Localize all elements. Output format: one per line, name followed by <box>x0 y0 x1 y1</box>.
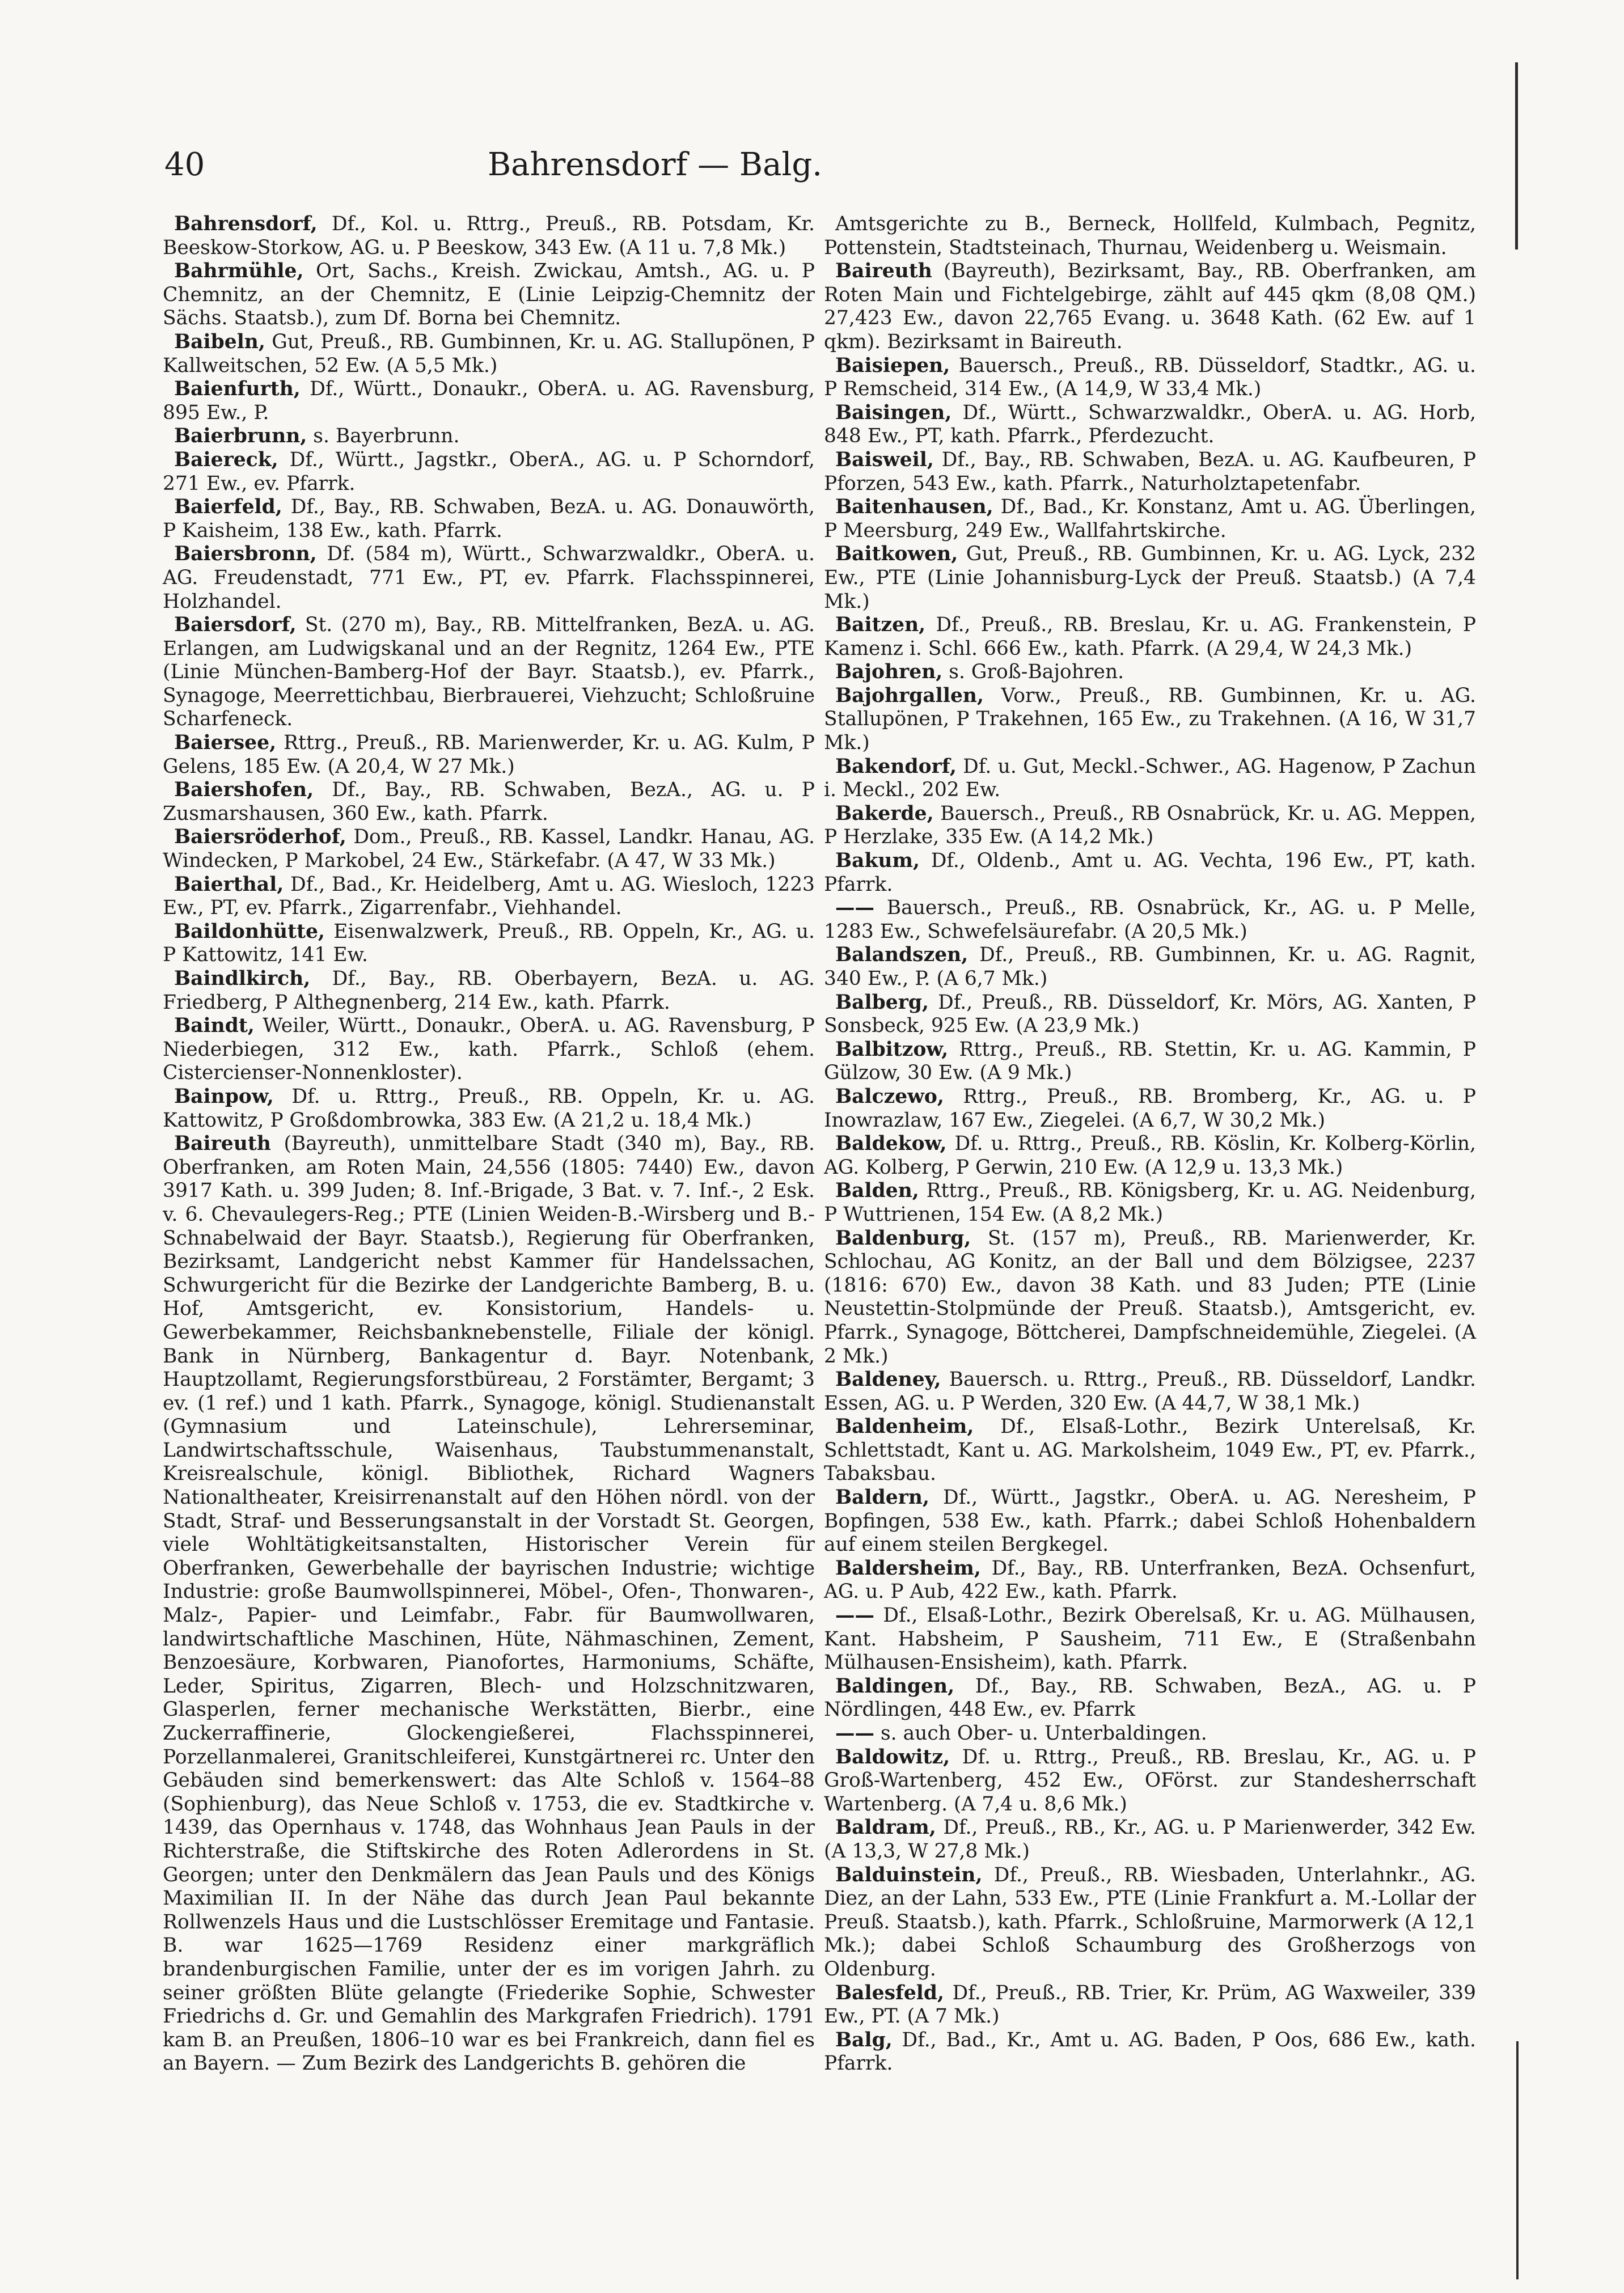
entry-text: Df., Bay., RB. Unterfranken, BezA. Ochsenfurt, AG. u. P Aub, 422 Ew., kath. Pfarrk. <box>824 1556 1476 1604</box>
dictionary-entry <box>824 1982 1476 2029</box>
entry-headword: Baisingen, <box>835 401 952 424</box>
scan-edge-mark-bottom <box>1516 2041 1519 2279</box>
entry-headword: —— <box>835 896 874 920</box>
entry-text: Df., Bay., RB. Schwaben, BezA., AG. u. P Zusmarshausen, 360 Ew., kath. Pfarrk. <box>163 779 815 825</box>
dictionary-entry <box>824 543 1476 614</box>
entry-headword: Bajohrgallen, <box>835 684 984 707</box>
dictionary-entry <box>824 944 1476 991</box>
entry-headword: Bahrensdorf, <box>174 213 318 235</box>
dictionary-entry <box>163 920 815 967</box>
entry-text: (Bayreuth), Bezirksamt, Bay., RB. Oberfranken, am Roten Main und Fichtelgebirge, zählt auf 445 qkm (8,08 QM.) 27,423 Ew., davon 22,765 Evang. u. 3648 Kath. (62 Ew. auf 1 qkm). Bezirksamt in Baireuth. <box>824 260 1476 353</box>
dictionary-entry <box>824 1132 1476 1179</box>
entry-text: Df., Preuß., RB., Kr., AG. u. P Marienwerder, 342 Ew. (A 13,3, W 27,8 Mk.) <box>824 1816 1476 1863</box>
entry-text: Df., Preuß., RB. Trier, Kr. Prüm, AG Waxweiler, 339 Ew., PT. (A 7 Mk.) <box>824 1981 1476 2028</box>
dictionary-entry <box>824 2029 1476 2076</box>
dictionary-entry <box>824 449 1476 496</box>
entry-headword: Baibeln, <box>174 330 265 353</box>
entry-text: s. Groß-Bajohren. <box>942 661 1124 684</box>
dictionary-entry <box>163 779 815 826</box>
entry-headword: Baienfurth, <box>174 378 301 401</box>
entry-text: Rttrg., Preuß., RB. Königsberg, Kr. u. AG. Neidenburg, P Wuttrienen, 154 Ew. (A 8,2 Mk.) <box>824 1179 1476 1226</box>
entry-text: Vorw., Preuß., RB. Gumbinnen, Kr. u. AG. Stallupönen, P Trakehnen, 165 Ew., zu Trakehnen. (A 16, W 31,7 Mk.) <box>824 684 1476 755</box>
entry-headword: Baiershofen, <box>174 779 314 802</box>
entry-headword: Balduinstein, <box>835 1863 983 1886</box>
dictionary-entry <box>824 896 1476 944</box>
entry-headword: Bajohren, <box>835 661 943 684</box>
entry-headword: Balesfeld, <box>835 1981 945 2004</box>
dictionary-entry <box>824 1675 1476 1722</box>
entry-text: Df., Württ., Jagstkr., OberA., AG. u. P Schorndorf, 271 Ew., ev. Pfarrk. <box>163 448 815 495</box>
dictionary-entry <box>163 614 815 731</box>
entry-headword: Baindt, <box>174 1014 255 1038</box>
entry-headword: Baldingen, <box>835 1674 955 1698</box>
entry-text: Eisenwalzwerk, Preuß., RB. Oppeln, Kr., AG. u. P Kattowitz, 141 Ew. <box>163 920 815 967</box>
entry-headword: Bahrmühle, <box>174 260 304 283</box>
entry-text: St. (270 m), Bay., RB. Mittelfranken, BezA. u. AG. Erlangen, am Ludwigskanal und an der Regnitz, 1264 Ew., PTE (Linie München-Bamberg-Hof der Bayr. Staatsb.), ev. Pfarrk., Synagoge, Meerrettichbau, Bierbrauerei, Viehzucht; Schloßruine Scharfeneck. <box>163 614 815 731</box>
entry-headword: Baisiepen, <box>835 354 950 377</box>
right-column <box>824 213 1476 2076</box>
entry-text: Df. u. Rttrg., Preuß., RB. Köslin, Kr. Kolberg-Körlin, AG. Kolberg, P Gerwin, 210 Ew. (A 12,9 u. 13,3 Mk.) <box>824 1132 1476 1179</box>
entry-headword: Bainpow, <box>174 1085 274 1108</box>
dictionary-entry <box>163 496 815 543</box>
dictionary-entry <box>163 543 815 614</box>
entry-headword: Baitenhausen, <box>835 496 993 519</box>
entry-text: Df., Bad., Kr., Amt u. AG. Baden, P Oos, 686 Ew., kath. Pfarrk. <box>824 2028 1476 2075</box>
entry-text: Df., Elsaß-Lothr., Bezirk Unterelsaß, Kr. Schlettstadt, Kant u. AG. Markolsheim, 1049 Ew., PT, ev. Pfarrk., Tabaksbau. <box>824 1415 1476 1486</box>
dictionary-entry <box>163 449 815 496</box>
entry-text: Df., Oldenb., Amt u. AG. Vechta, 196 Ew., PT, kath. Pfarrk. <box>824 849 1476 896</box>
entry-text: Rttrg., Preuß., RB. Stettin, Kr. u. AG. Kammin, P Gülzow, 30 Ew. (A 9 Mk.) <box>824 1038 1476 1085</box>
entry-text: Df., Preuß., RB. Wiesbaden, Unterlahnkr., AG. Diez, an der Lahn, 533 Ew., PTE (Linie Frankfurt a. M.-Lollar der Preuß. Staatsb.), kath. Pfarrk., Schloßruine, Marmorwerk (A 12,1 Mk.); dabei Schloß Schaumburg des Großherzogs von Oldenburg. <box>824 1863 1476 1981</box>
dictionary-entry <box>824 1227 1476 1369</box>
entry-text: Weiler, Württ., Donaukr., OberA. u. AG. Ravensburg, P Niederbiegen, 312 Ew., kath. Pfarrk., Schloß (ehem. Cistercienser-Nonnenkloster). <box>163 1014 815 1085</box>
entry-headword: Baldeney, <box>835 1368 941 1391</box>
page-number: 40 <box>164 146 205 183</box>
dictionary-entry <box>163 731 815 779</box>
entry-text: Df., Bad., Kr. Konstanz, Amt u. AG. Überlingen, P Meersburg, 249 Ew., Wallfahrtskirche. <box>824 496 1476 542</box>
entry-text: Df., Preuß., RB. Breslau, Kr. u. AG. Frankenstein, P Kamenz i. Schl. 666 Ew., kath. Pfarrk. (A 29,4, W 24,3 Mk.) <box>824 614 1476 660</box>
entry-headword: Baldram, <box>835 1816 936 1839</box>
entry-text: Gut, Preuß., RB. Gumbinnen, Kr. u. AG. Lyck, 232 Ew., PTE (Linie Johannisburg-Lyck der Preuß. Staatsb.) (A 7,4 Mk.) <box>824 543 1476 613</box>
entry-headword: —— <box>835 1604 874 1627</box>
entry-headword: Baiereck, <box>174 448 278 471</box>
dictionary-entry <box>824 991 1476 1038</box>
dictionary-entry <box>824 849 1476 896</box>
dictionary-entry <box>824 802 1476 849</box>
entry-text: Df., Bay., RB. Schwaben, BezA. u. AG. Kaufbeuren, P Pforzen, 543 Ew., kath. Pfarrk., Naturholztapetenfabr. <box>824 448 1476 495</box>
entry-headword: Balczewo, <box>835 1085 944 1108</box>
scan-edge-mark-top <box>1515 62 1518 249</box>
entry-text: Df., Bay., RB. Schwaben, BezA. u. AG. Donauwörth, P Kaisheim, 138 Ew., kath. Pfarrk. <box>163 496 815 542</box>
entry-headword: Balg, <box>835 2028 893 2051</box>
entry-headword: Baierthal, <box>174 873 284 896</box>
dictionary-entry <box>824 260 1476 354</box>
entry-text: Df., Bay., RB. Schwaben, BezA., AG. u. P Nördlingen, 448 Ew., ev. Pfarrk <box>824 1674 1476 1721</box>
entry-headword: Baierfeld, <box>174 496 282 519</box>
running-title: Bahrensdorf — Balg. <box>487 146 823 183</box>
entry-headword: Baldern, <box>835 1486 929 1509</box>
dictionary-entry <box>824 1038 1476 1085</box>
dictionary-entry <box>824 1604 1476 1675</box>
entry-text: Bauersch. u. Rttrg., Preuß., RB. Düsseldorf, Landkr. Essen, AG. u. P Werden, 320 Ew. (A 44,7, W 38,1 Mk.) <box>824 1368 1476 1415</box>
entry-text: Df., Württ., Jagstkr., OberA. u. AG. Neresheim, P Bopfingen, 538 Ew., kath. Pfarrk.; dabei Schloß Hohenbaldern auf einem steilen Bergkegel. <box>824 1486 1476 1556</box>
dictionary-entry <box>824 614 1476 661</box>
dictionary-entry <box>824 1864 1476 1982</box>
dictionary-entry <box>824 213 1476 260</box>
dictionary-entry <box>824 401 1476 449</box>
entry-headword: Baierbrunn, <box>174 425 307 448</box>
entry-text: Bauersch., Preuß., RB Osnabrück, Kr. u. AG. Meppen, P Herzlake, 335 Ew. (A 14,2 Mk.) <box>824 802 1476 849</box>
entry-text: Dom., Preuß., RB. Kassel, Landkr. Hanau, AG. Windecken, P Markobel, 24 Ew., Stärkefabr. (A 47, W 33 Mk.) <box>163 826 815 873</box>
entry-text: Gut, Preuß., RB. Gumbinnen, Kr. u. AG. Stallupönen, P Kallweitschen, 52 Ew. (A 5,5 Mk.) <box>163 330 815 377</box>
entry-headword: Bakerde, <box>835 802 934 825</box>
entry-text: Df., Württ., Donaukr., OberA. u. AG. Ravensburg, 895 Ew., P. <box>163 378 815 424</box>
entry-text: Rttrg., Preuß., RB. Bromberg, Kr., AG. u. P Inowrazlaw, 167 Ew., Ziegelei. (A 6,7, W 30,2 Mk.) <box>824 1085 1476 1132</box>
entry-headword: Balandszen, <box>835 944 969 967</box>
dictionary-entry <box>163 967 815 1014</box>
entry-headword: Bakum, <box>835 849 920 873</box>
dictionary-entry <box>163 1014 815 1085</box>
entry-headword: Baitkowen, <box>835 543 958 566</box>
dictionary-entry <box>824 354 1476 401</box>
entry-text: Df. u. Rttrg., Preuß., RB. Oppeln, Kr. u. AG. Kattowitz, P Großdombrowka, 383 Ew. (A 21,2 u. 18,4 Mk.) <box>163 1085 815 1132</box>
entry-text: Amtsgerichte zu B., Berneck, Hollfeld, Kulmbach, Pegnitz, Pottenstein, Stadtsteinach, Thurnau, Weidenberg u. Weismain. <box>824 213 1476 259</box>
dictionary-entry <box>824 1179 1476 1226</box>
entry-headword: Baldowitz, <box>835 1745 950 1769</box>
entry-text: Ort, Sachs., Kreish. Zwickau, Amtsh., AG. u. P Chemnitz, an der Chemnitz, E (Linie Leipzig-Chemnitz der Sächs. Staatsb.), zum Df. Borna bei Chemnitz. <box>163 260 815 330</box>
entry-text: Df., Kol. u. Rttrg., Preuß., RB. Potsdam, Kr. Beeskow-Storkow, AG. u. P Beeskow, 343 Ew. (A 11 u. 7,8 Mk.) <box>163 213 815 259</box>
entry-text: s. Bayerbrunn. <box>307 425 460 448</box>
entry-headword: Balden, <box>835 1179 919 1203</box>
dictionary-entry <box>163 378 815 425</box>
entry-text: Rttrg., Preuß., RB. Marienwerder, Kr. u. AG. Kulm, P Gelens, 185 Ew. (A 20,4, W 27 Mk.) <box>163 731 815 778</box>
dictionary-entry <box>163 331 815 378</box>
entry-text: St. (157 m), Preuß., RB. Marienwerder, Kr. Schlochau, AG Konitz, an der Ball und dem Bölzigsee, 2237 (1816: 670) Ew., davon 38 Kath. und 83 Juden; PTE (Linie Neustettin-Stolpmünde der Preuß. Staatsb.), Amtsgericht, ev. Pfarrk., Synagoge, Böttcherei, Dampfschneidemühle, Ziegelei. (A 2 Mk.) <box>824 1226 1476 1368</box>
entry-text: Df., Preuß., RB. Düsseldorf, Kr. Mörs, AG. Xanten, P Sonsbeck, 925 Ew. (A 23,9 Mk.) <box>824 991 1476 1038</box>
entry-text: Bauersch., Preuß., RB. Osnabrück, Kr., AG. u. P Melle, 1283 Ew., Schwefelsäurefabr. (A 20,5 Mk.) <box>824 896 1476 943</box>
dictionary-entry <box>824 684 1476 755</box>
entry-headword: Baildonhütte, <box>174 920 325 943</box>
dictionary-entry <box>824 1415 1476 1486</box>
dictionary-entry <box>163 1132 815 2076</box>
dictionary-entry <box>824 1816 1476 1863</box>
dictionary-entry <box>824 1722 1476 1746</box>
entry-text: s. auch Ober- u. Unterbaldingen. <box>874 1722 1207 1745</box>
entry-text: Df., Württ., Schwarzwaldkr., OberA. u. AG. Horb, 848 Ew., PT, kath. Pfarrk., Pferdezucht. <box>824 401 1476 448</box>
entry-text: Df. u. Rttrg., Preuß., RB. Breslau, Kr., AG. u. P Groß-Wartenberg, 452 Ew., OFörst. zur Standesherrschaft Wartenberg. (A 7,4 u. 8,6 Mk.) <box>824 1745 1476 1816</box>
entry-text: Df., Bay., RB. Oberbayern, BezA. u. AG. Friedberg, P Althegnenberg, 214 Ew., kath. Pfarrk. <box>163 967 815 1014</box>
entry-headword: Baiersdorf, <box>174 614 297 637</box>
entry-headword: —— <box>835 1722 874 1745</box>
dictionary-entry <box>824 1486 1476 1557</box>
dictionary-entry <box>163 1085 815 1132</box>
dictionary-entry <box>824 661 1476 684</box>
entry-headword: Baireuth <box>174 1132 271 1156</box>
entry-headword: Baldersheim, <box>835 1556 981 1580</box>
dictionary-entry <box>163 425 815 449</box>
dictionary-entry <box>163 873 815 920</box>
dictionary-entry <box>824 496 1476 543</box>
entry-headword: Baindlkirch, <box>174 967 311 990</box>
entry-headword: Baisweil, <box>835 448 934 471</box>
dictionary-entry <box>824 1557 1476 1604</box>
entry-headword: Baiersee, <box>174 731 277 755</box>
entry-text: Df., Preuß., RB. Gumbinnen, Kr. u. AG. Ragnit, 340 Ew., P. (A 6,7 Mk.) <box>824 944 1476 990</box>
entry-headword: Baldenheim, <box>835 1415 974 1439</box>
entry-text: Df. (584 m), Württ., Schwarzwaldkr., OberA. u. AG. Freudenstadt, 771 Ew., PT, ev. Pfarrk. Flachsspinnerei, Holzhandel. <box>163 543 815 613</box>
dictionary-entry <box>824 1085 1476 1132</box>
left-column <box>163 213 815 2076</box>
page-header <box>164 146 1145 192</box>
dictionary-entry <box>824 1746 1476 1817</box>
entry-text: (Bayreuth), unmittelbare Stadt (340 m), Bay., RB. Oberfranken, am Roten Main, 24,556 (1805: 7440) Ew., davon 3917 Kath. u. 399 Juden; 8. Inf.-Brigade, 3 Bat. v. 7. Inf.-, 2 Esk. v. 6. Chevaulegers-Reg.; PTE (Linien Weiden-B.-Wirsberg und B.-Schnabelwaid der Bayr. Staatsb.), Regierung für Oberfranken, Bezirksamt, Landgericht nebst Kammer für Handelssachen, Schwurgericht für die Bezirke der Landgerichte Bamberg, B. u. Hof, Amtsgericht, ev. Konsistorium, Handels- u. Gewerbekammer, Reichsbanknebenstelle, Filiale der königl. Bank in Nürnberg, Bankagentur d. Bayr. Notenbank, Hauptzollamt, Regierungsforstbüreau, 2 Forstämter, Bergamt; 3 ev. (1 ref.) und 1 kath. Pfarrk., Synagoge, königl. Studienanstalt (Gymnasium und Lateinschule), Lehrerseminar, Landwirtschaftsschule, Waisenhaus, Taubstummenanstalt, Kreisrealschule, königl. Bibliothek, Richard Wagners Nationaltheater, Kreisirrenanstalt auf den Höhen nördl. von der Stadt, Straf- und Besserungsanstalt in der Vorstadt St. Georgen, viele Wohltätigkeitsanstalten, Historischer Verein für Oberfranken, Gewerbehalle der bayrischen Industrie; wichtige Industrie: große Baumwollspinnerei, Möbel-, Ofen-, Thonwaren-, Malz-, Papier- und Leimfabr., Fabr. für Baumwollwaren, landwirtschaftliche Maschinen, Hüte, Nähmaschinen, Zement, Benzoesäure, Korbwaren, Pianofortes, Harmoniums, Schäfte, Leder, Spiritus, Zigarren, Blech- und Holzschnitzwaren, Glasperlen, ferner mechanische Werkstätten, Bierbr., eine Zuckerraffinerie, Glockengießerei, Flachsspinnerei, Porzellanmalerei, Granitschleiferei, Kunstgärtnerei rc. Unter den Gebäuden sind bemerkenswert: das Alte Schloß v. 1564–88 (Sophienburg), das Neue Schloß v. 1753, die ev. Stadtkirche v. 1439, das Opernhaus v. 1748, das Wohnhaus Jean Pauls in der Richterstraße, die Stiftskirche des Roten Adlerordens in St. Georgen; unter den Denkmälern das Jean Pauls und des Königs Maximilian II. In der Nähe das durch Jean Paul bekannte Rollwenzels Haus und die Lustschlösser Eremitage und Fantasie. B. war 1625—1769 Residenz einer markgräflich brandenburgischen Familie, unter der es im vorigen Jahrh. zu seiner größten Blüte gelangte (Friederike Sophie, Schwester Friedrichs d. Gr. und Gemahlin des Markgrafen Friedrich). 1791 kam B. an Preußen, 1806–10 war es bei Frankreich, dann fiel es an Bayern. — Zum Bezirk des Landgerichts B. gehören die <box>163 1132 815 2075</box>
entry-text: Df., Bad., Kr. Heidelberg, Amt u. AG. Wiesloch, 1223 Ew., PT, ev. Pfarrk., Zigarrenfabr., Viehhandel. <box>163 873 815 920</box>
entry-text: Df., Elsaß-Lothr., Bezirk Oberelsaß, Kr. u. AG. Mülhausen, Kant. Habsheim, P Sausheim, 711 Ew., E (Straßenbahn Mülhausen-Ensisheim), kath. Pfarrk. <box>824 1604 1476 1674</box>
dictionary-entry <box>163 260 815 331</box>
entry-headword: Baireuth <box>835 260 932 283</box>
dictionary-entry <box>163 826 815 873</box>
dictionary-entry <box>824 1368 1476 1415</box>
entry-headword: Baldekow, <box>835 1132 947 1156</box>
dictionary-entry <box>163 213 815 260</box>
entry-text: Df. u. Gut, Meckl.-Schwer., AG. Hagenow, P Zachun i. Meckl., 202 Ew. <box>824 755 1476 802</box>
entry-headword: Baldenburg, <box>835 1226 971 1250</box>
entry-headword: Balberg, <box>835 991 929 1014</box>
entry-headword: Bakendorf, <box>835 755 957 778</box>
entry-headword: Baiersröderhof, <box>174 826 346 849</box>
dictionary-entry <box>824 755 1476 802</box>
entry-headword: Balbitzow, <box>835 1038 949 1061</box>
entry-text: Bauersch., Preuß., RB. Düsseldorf, Stadtkr., AG. u. P Remscheid, 314 Ew., (A 14,9, W 33,4 Mk.) <box>824 354 1476 401</box>
entry-headword: Baiersbronn, <box>174 543 317 566</box>
entry-headword: Baitzen, <box>835 614 926 637</box>
